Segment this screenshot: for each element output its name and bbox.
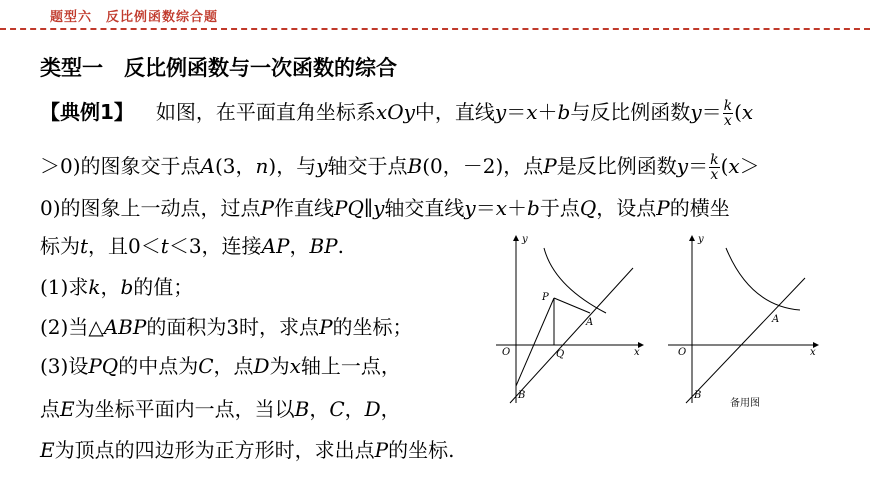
math: y xyxy=(316,154,328,178)
math: A xyxy=(200,154,215,178)
text: ，且0＜ xyxy=(88,234,161,258)
math: BP xyxy=(309,234,338,258)
math: Q xyxy=(579,196,597,220)
text: 的横坐 xyxy=(669,196,730,220)
fraction-numerator: k xyxy=(710,152,719,168)
math: b xyxy=(120,275,134,299)
math: y xyxy=(494,100,507,124)
text: 标为 xyxy=(40,234,80,258)
text: ∥ xyxy=(363,196,374,220)
text: ，点 xyxy=(213,354,254,378)
question-2 xyxy=(40,311,413,340)
math: b xyxy=(527,196,540,220)
point-b-label: B xyxy=(694,390,702,401)
text: 的值； xyxy=(133,275,194,299)
text: 的坐标； xyxy=(332,315,413,339)
fraction-denominator: x xyxy=(710,167,719,183)
text: ( xyxy=(734,100,742,124)
header-divider xyxy=(0,28,870,30)
text: 0)的图象上一动点，过点 xyxy=(40,196,261,220)
math: D xyxy=(253,354,270,378)
math: E xyxy=(60,397,75,421)
line-y-equals-x-plus-b xyxy=(686,278,805,403)
text: ( xyxy=(720,154,729,178)
problem-line-4 xyxy=(40,230,344,259)
text: ＝ xyxy=(475,196,496,220)
math: y xyxy=(464,196,476,220)
text: 为坐标平面内一点，当以 xyxy=(74,397,295,421)
text: ，设点 xyxy=(596,196,657,220)
question-3-line-3 xyxy=(40,434,454,463)
text: (3)设 xyxy=(40,354,89,378)
text: 于点 xyxy=(539,196,580,220)
question-3 xyxy=(40,350,401,379)
text: ＞ xyxy=(739,154,760,178)
text: 点 xyxy=(40,397,60,421)
math: B xyxy=(407,154,423,178)
math: PQ xyxy=(334,196,364,220)
math: P xyxy=(656,196,670,220)
x-axis-label: x xyxy=(810,347,816,358)
math: x xyxy=(289,354,301,378)
text: ， xyxy=(289,234,310,258)
line-y-equals-x-plus-b xyxy=(510,268,633,403)
math: ABP xyxy=(103,315,147,339)
math: C xyxy=(198,354,214,378)
problem-line-3 xyxy=(40,192,730,221)
math: x xyxy=(741,100,754,124)
text: ＝ xyxy=(506,100,527,124)
math: b xyxy=(557,100,571,124)
x-axis-label: x xyxy=(634,347,640,358)
text: (1)求 xyxy=(40,275,89,299)
figure-backup xyxy=(660,228,825,413)
text: 如图，在平面直角坐标系 xyxy=(155,100,376,124)
header-title: 题型六 反比例函数综合题 xyxy=(50,10,219,25)
text: (2)当△ xyxy=(40,315,104,339)
text: 的中点为 xyxy=(118,354,199,378)
math: x xyxy=(526,100,538,124)
figure-caption: 备用图 xyxy=(730,398,760,409)
text: 轴交直线 xyxy=(384,196,465,220)
math: C xyxy=(329,397,345,421)
text: . xyxy=(337,234,344,258)
text: (3， xyxy=(214,154,256,178)
segment-bp xyxy=(516,298,554,386)
point-q-label: Q xyxy=(556,349,565,360)
text: ＋ xyxy=(537,100,558,124)
math: B xyxy=(294,397,310,421)
question-3-line-2 xyxy=(40,393,401,422)
origin-label: O xyxy=(678,347,687,358)
math: x xyxy=(728,154,740,178)
point-b-label: B xyxy=(518,390,526,401)
math: k xyxy=(88,275,101,299)
math: x xyxy=(495,196,508,220)
text: 中，直线 xyxy=(414,100,495,124)
text: 是反比例函数 xyxy=(556,154,677,178)
text: ， xyxy=(380,397,401,421)
text: ＝ xyxy=(688,154,709,178)
problem-line-2 xyxy=(40,150,760,182)
text: 的面积为3时，求点 xyxy=(146,315,320,339)
example-tag: 【典例1】 xyxy=(40,100,134,124)
text: 轴上一点， xyxy=(300,354,401,378)
question-1 xyxy=(40,271,193,300)
figure-main xyxy=(488,228,653,408)
hyperbola-curve xyxy=(726,248,800,310)
math: y xyxy=(690,100,702,124)
point-a-label: A xyxy=(586,317,594,328)
math: P xyxy=(543,154,557,178)
math: E xyxy=(40,438,55,462)
hyperbola-curve xyxy=(544,248,606,313)
math: P xyxy=(319,315,333,339)
text: 的坐标. xyxy=(388,438,455,462)
text: ＜3，连接 xyxy=(168,234,262,258)
text: 轴交于点 xyxy=(327,154,408,178)
text: 作直线 xyxy=(274,196,334,220)
math: n xyxy=(255,154,269,178)
text: 为 xyxy=(269,354,290,378)
math: t xyxy=(80,234,89,258)
math: y xyxy=(373,196,385,220)
text: (0，－2)，点 xyxy=(422,154,544,178)
figure-backup-svg xyxy=(660,228,825,413)
text: ， xyxy=(344,397,365,421)
text: ＋ xyxy=(507,196,528,220)
text: )，与 xyxy=(268,154,317,178)
text: ， xyxy=(100,275,121,299)
text: ＝ xyxy=(701,100,722,124)
fraction-denominator: x xyxy=(723,113,732,129)
math: P xyxy=(260,196,274,220)
text: 为顶点的四边形为正方形时，求出点 xyxy=(54,438,375,462)
math: t xyxy=(160,234,169,258)
figure-main-svg xyxy=(488,228,653,408)
point-p-label: P xyxy=(542,292,549,303)
math: P xyxy=(374,438,389,462)
fraction-numerator: k xyxy=(723,98,733,114)
y-axis-label: y xyxy=(698,234,704,245)
origin-label: O xyxy=(502,347,511,358)
math: AP xyxy=(261,234,290,258)
problem-line-1 xyxy=(40,96,753,128)
point-a-label: A xyxy=(772,314,780,325)
math: xOy xyxy=(375,100,415,124)
math: D xyxy=(364,397,381,421)
math: y xyxy=(676,154,689,178)
section-title: 类型一 反比例函数与一次函数的综合 xyxy=(40,56,397,80)
fraction xyxy=(723,99,733,128)
text: ， xyxy=(309,397,330,421)
text: ＞0)的图象交于点 xyxy=(40,154,201,178)
y-axis-label: y xyxy=(522,234,528,245)
math: PQ xyxy=(88,354,119,378)
text: 与反比例函数 xyxy=(570,100,691,124)
fraction xyxy=(709,153,719,182)
